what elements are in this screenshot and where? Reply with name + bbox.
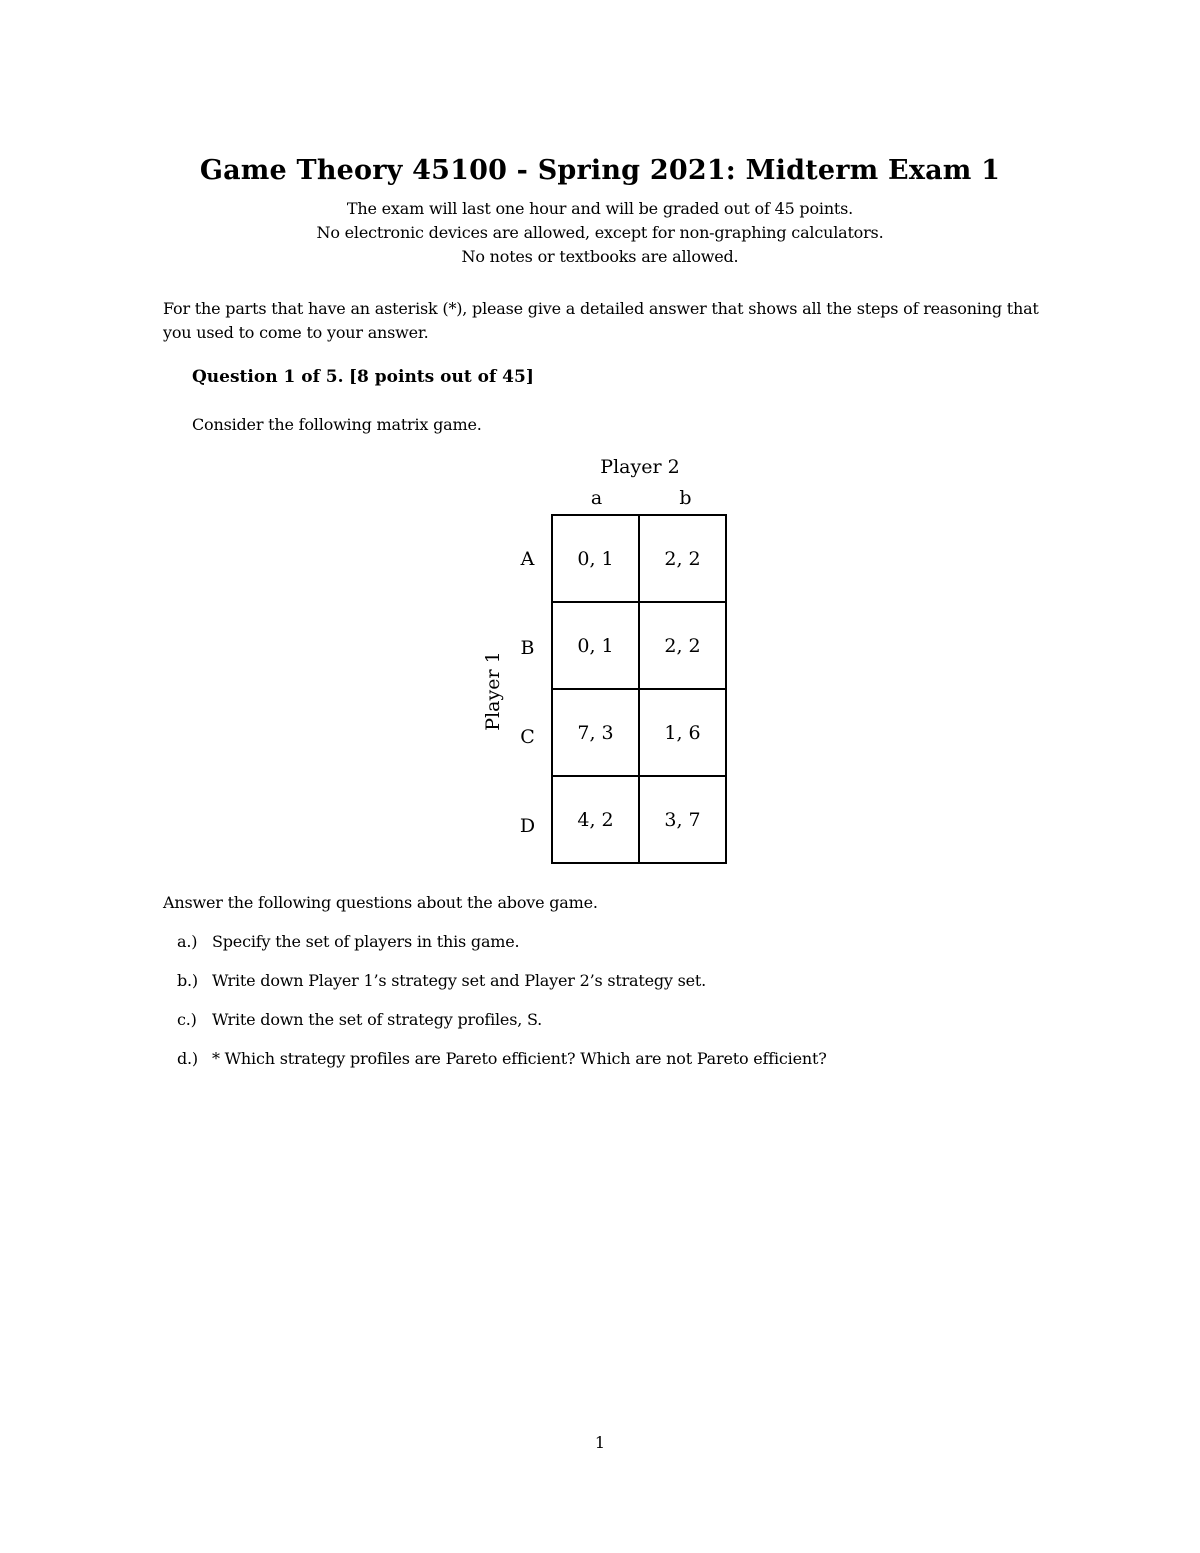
question-part-c xyxy=(177,1010,542,1029)
row-strategy-B: B xyxy=(520,637,535,659)
part-label: a.) xyxy=(177,932,198,951)
matrix-row xyxy=(552,776,726,863)
payoff-cell: 2, 2 xyxy=(639,515,726,602)
rule-notes: No notes or textbooks are allowed. xyxy=(461,247,739,266)
question-part-a xyxy=(177,932,519,951)
matrix-row xyxy=(552,689,726,776)
answer-intro: Answer the following questions about the above game. xyxy=(163,893,598,912)
row-strategy-D: D xyxy=(519,815,536,837)
question-prompt: Consider the following matrix game. xyxy=(192,415,482,434)
matrix-row xyxy=(552,515,726,602)
question-part-d xyxy=(177,1049,827,1068)
part-label: d.) xyxy=(177,1049,198,1068)
question-heading xyxy=(192,367,534,387)
part-label: c.) xyxy=(177,1010,197,1029)
col-strategy-b: b xyxy=(679,487,692,509)
row-strategy-A: A xyxy=(520,548,535,570)
part-text: Write down Player 1’s strategy set and Player 2’s strategy set. xyxy=(212,971,707,990)
payoff-matrix xyxy=(551,514,727,864)
part-text: Specify the set of players in this game. xyxy=(212,932,520,951)
exam-title: Game Theory 45100 - Spring 2021: Midterm Exam 1 xyxy=(199,155,1001,186)
rule-duration: The exam will last one hour and will be graded out of 45 points. xyxy=(346,199,854,218)
question-part-b xyxy=(177,971,706,990)
col-strategy-a: a xyxy=(590,487,603,509)
player-2-label: Player 2 xyxy=(600,456,680,478)
row-strategy-C: C xyxy=(520,726,535,748)
payoff-cell: 3, 7 xyxy=(639,776,726,863)
player-1-label: Player 1 xyxy=(482,651,504,731)
question-points: [8 points out of 45] xyxy=(348,367,534,387)
payoff-cell: 0, 1 xyxy=(552,515,639,602)
part-text: * Which strategy profiles are Pareto efficient? Which are not Pareto efficient? xyxy=(212,1049,827,1068)
rule-devices: No electronic devices are allowed, except for non-graphing calculators. xyxy=(316,223,884,242)
payoff-cell: 0, 1 xyxy=(552,602,639,689)
part-text: Write down the set of strategy profiles, S. xyxy=(212,1010,543,1029)
payoff-cell: 2, 2 xyxy=(639,602,726,689)
part-label: b.) xyxy=(177,971,198,990)
instructions: For the parts that have an asterisk (*), please give a detailed answer that shows all the steps of reasoning that you used to come to your answer. xyxy=(163,299,1039,342)
question-label: Question 1 of 5. xyxy=(192,367,344,387)
page-number: 1 xyxy=(594,1433,606,1452)
payoff-cell: 1, 6 xyxy=(639,689,726,776)
payoff-cell: 7, 3 xyxy=(552,689,639,776)
payoff-cell: 4, 2 xyxy=(552,776,639,863)
matrix-row xyxy=(552,602,726,689)
